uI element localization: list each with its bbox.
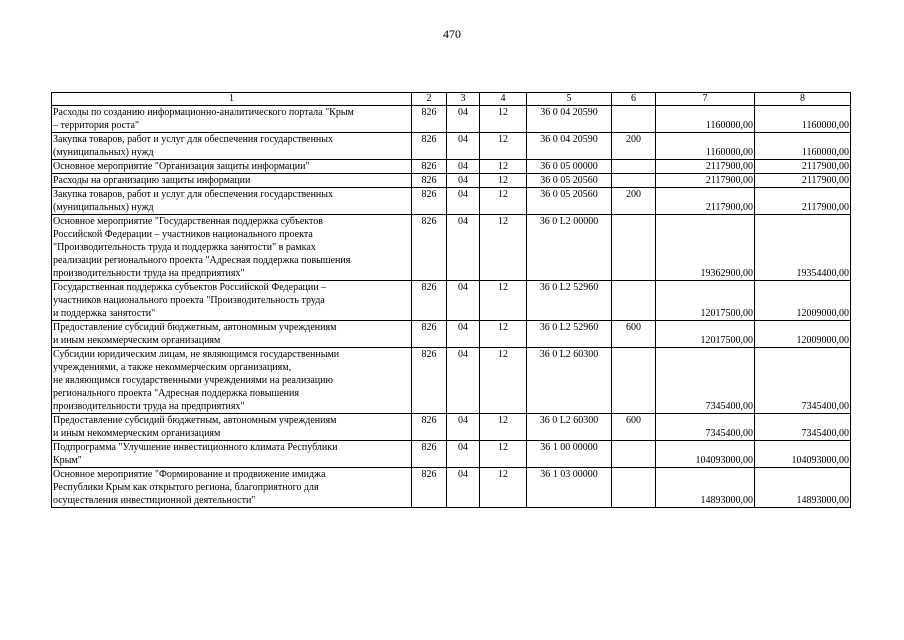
row-name-cell: Субсидии юридическим лицам, не являющимся государственными учреждениями, а также некоммерческим организациям, не являющимся государственными учреждениями на реализацию регионального проекта "Адресная поддержка повышения производительности труда на предприятиях" — [52, 348, 412, 414]
target-article-cell: 36 0 L2 00000 — [527, 215, 612, 281]
admin-code-cell: 826 — [412, 160, 447, 174]
column-header: 8 — [755, 93, 851, 106]
admin-code-cell: 826 — [412, 174, 447, 188]
amount-year2-cell: 104093000,00 — [755, 441, 851, 468]
page-number: 470 — [443, 27, 461, 41]
target-article-cell: 36 0 05 20560 — [527, 174, 612, 188]
subsection-cell: 12 — [480, 281, 527, 321]
amount-year1-cell: 7345400,00 — [656, 348, 755, 414]
row-name-cell: Расходы по созданию информационно-аналитического портала "Крым – территория роста" — [52, 106, 412, 133]
row-name-cell: Подпрограмма "Улучшение инвестиционного климата Республики Крым" — [52, 441, 412, 468]
row-name-cell: Предоставление субсидий бюджетным, автономным учреждениям и иным некоммерческим организациям — [52, 321, 412, 348]
section-cell: 04 — [447, 468, 480, 508]
amount-year1-cell: 2117900,00 — [656, 188, 755, 215]
expense-type-cell: 200 — [612, 188, 656, 215]
subsection-cell: 12 — [480, 160, 527, 174]
expense-type-cell — [612, 468, 656, 508]
table-row — [52, 174, 851, 188]
target-article-cell: 36 1 03 00000 — [527, 468, 612, 508]
subsection-cell: 12 — [480, 468, 527, 508]
section-cell: 04 — [447, 414, 480, 441]
amount-year1-cell: 19362900,00 — [656, 215, 755, 281]
subsection-cell: 12 — [480, 441, 527, 468]
section-cell: 04 — [447, 188, 480, 215]
expense-type-cell: 600 — [612, 414, 656, 441]
target-article-cell: 36 0 05 20560 — [527, 188, 612, 215]
subsection-cell: 12 — [480, 215, 527, 281]
table-row — [52, 321, 851, 348]
row-name-cell: Основное мероприятие "Организация защиты информации" — [52, 160, 412, 174]
subsection-cell: 12 — [480, 174, 527, 188]
expense-type-cell: 200 — [612, 133, 656, 160]
table-header-row — [52, 93, 851, 106]
expense-type-cell — [612, 160, 656, 174]
row-name-cell: Государственная поддержка субъектов Российской Федерации – участников национального проекта "Производительность труда и поддержка занятости" — [52, 281, 412, 321]
admin-code-cell: 826 — [412, 215, 447, 281]
row-name-cell: Основное мероприятие "Формирование и продвижение имиджа Республики Крым как открытого региона, благоприятного для осуществления инвестиционной деятельности" — [52, 468, 412, 508]
table-row — [52, 106, 851, 133]
subsection-cell: 12 — [480, 188, 527, 215]
section-cell: 04 — [447, 348, 480, 414]
target-article-cell: 36 1 00 00000 — [527, 441, 612, 468]
table-row — [52, 281, 851, 321]
column-header: 4 — [480, 93, 527, 106]
expense-type-cell — [612, 348, 656, 414]
table-row — [52, 160, 851, 174]
section-cell: 04 — [447, 281, 480, 321]
amount-year1-cell: 14893000,00 — [656, 468, 755, 508]
budget-table — [51, 92, 851, 508]
column-header: 2 — [412, 93, 447, 106]
table-row — [52, 133, 851, 160]
admin-code-cell: 826 — [412, 441, 447, 468]
admin-code-cell: 826 — [412, 281, 447, 321]
amount-year1-cell: 2117900,00 — [656, 160, 755, 174]
admin-code-cell: 826 — [412, 133, 447, 160]
amount-year1-cell: 104093000,00 — [656, 441, 755, 468]
amount-year2-cell: 7345400,00 — [755, 414, 851, 441]
section-cell: 04 — [447, 133, 480, 160]
admin-code-cell: 826 — [412, 468, 447, 508]
column-header: 3 — [447, 93, 480, 106]
admin-code-cell: 826 — [412, 106, 447, 133]
amount-year1-cell: 12017500,00 — [656, 281, 755, 321]
table-row — [52, 348, 851, 414]
amount-year1-cell: 1160000,00 — [656, 106, 755, 133]
section-cell: 04 — [447, 106, 480, 133]
column-header: 6 — [612, 93, 656, 106]
target-article-cell: 36 0 04 20590 — [527, 133, 612, 160]
table-row — [52, 215, 851, 281]
amount-year1-cell: 2117900,00 — [656, 174, 755, 188]
amount-year2-cell: 7345400,00 — [755, 348, 851, 414]
table-row — [52, 441, 851, 468]
section-cell: 04 — [447, 215, 480, 281]
subsection-cell: 12 — [480, 321, 527, 348]
admin-code-cell: 826 — [412, 188, 447, 215]
admin-code-cell: 826 — [412, 414, 447, 441]
expense-type-cell — [612, 106, 656, 133]
subsection-cell: 12 — [480, 106, 527, 133]
admin-code-cell: 826 — [412, 348, 447, 414]
amount-year2-cell: 1160000,00 — [755, 133, 851, 160]
target-article-cell: 36 0 L2 60300 — [527, 414, 612, 441]
section-cell: 04 — [447, 441, 480, 468]
amount-year2-cell: 19354400,00 — [755, 215, 851, 281]
amount-year2-cell: 14893000,00 — [755, 468, 851, 508]
subsection-cell: 12 — [480, 348, 527, 414]
column-header: 1 — [52, 93, 412, 106]
expense-type-cell — [612, 281, 656, 321]
target-article-cell: 36 0 L2 52960 — [527, 281, 612, 321]
column-header: 7 — [656, 93, 755, 106]
expense-type-cell: 600 — [612, 321, 656, 348]
amount-year1-cell: 1160000,00 — [656, 133, 755, 160]
row-name-cell: Закупка товаров, работ и услуг для обеспечения государственных (муниципальных) нужд — [52, 133, 412, 160]
amount-year2-cell: 2117900,00 — [755, 188, 851, 215]
table-row — [52, 414, 851, 441]
section-cell: 04 — [447, 321, 480, 348]
amount-year2-cell: 2117900,00 — [755, 174, 851, 188]
admin-code-cell: 826 — [412, 321, 447, 348]
subsection-cell: 12 — [480, 414, 527, 441]
section-cell: 04 — [447, 160, 480, 174]
amount-year2-cell: 12009000,00 — [755, 321, 851, 348]
target-article-cell: 36 0 04 20590 — [527, 106, 612, 133]
amount-year2-cell: 1160000,00 — [755, 106, 851, 133]
amount-year1-cell: 7345400,00 — [656, 414, 755, 441]
row-name-cell: Предоставление субсидий бюджетным, автономным учреждениям и иным некоммерческим организациям — [52, 414, 412, 441]
expense-type-cell — [612, 441, 656, 468]
column-header: 5 — [527, 93, 612, 106]
target-article-cell: 36 0 L2 52960 — [527, 321, 612, 348]
table-row — [52, 188, 851, 215]
target-article-cell: 36 0 L2 60300 — [527, 348, 612, 414]
row-name-cell: Расходы на организацию защиты информации — [52, 174, 412, 188]
section-cell: 04 — [447, 174, 480, 188]
amount-year1-cell: 12017500,00 — [656, 321, 755, 348]
expense-type-cell — [612, 174, 656, 188]
target-article-cell: 36 0 05 00000 — [527, 160, 612, 174]
amount-year2-cell: 2117900,00 — [755, 160, 851, 174]
subsection-cell: 12 — [480, 133, 527, 160]
expense-type-cell — [612, 215, 656, 281]
table-row — [52, 468, 851, 508]
row-name-cell: Закупка товаров, работ и услуг для обеспечения государственных (муниципальных) нужд — [52, 188, 412, 215]
amount-year2-cell: 12009000,00 — [755, 281, 851, 321]
row-name-cell: Основное мероприятие "Государственная поддержка субъектов Российской Федерации – участников национального проекта "Производительность труда и поддержка занятости" в рамках реализации регионального проекта "Адресная поддержка повышения производительности труда на предприятиях" — [52, 215, 412, 281]
